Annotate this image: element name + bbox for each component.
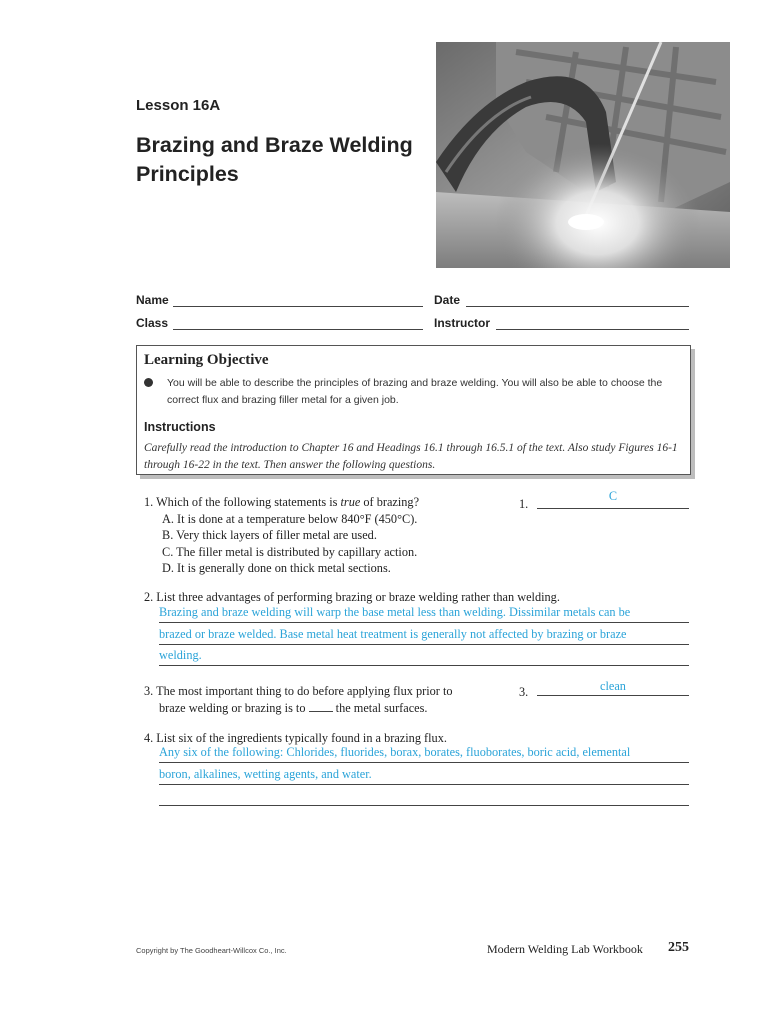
learning-objective-heading: Learning Objective (144, 352, 269, 368)
name-field[interactable] (136, 293, 423, 309)
answer-2-line-3: welding. (159, 648, 202, 662)
date-line (466, 306, 689, 307)
question-3-line-2 (144, 700, 504, 717)
instructions-text: Carefully read the introduction to Chapter 16 and Headings 16.1 through 16.5.1 of the text. Also study Figures 16-1 through 16-22 in the text. Then answer the following questions. (144, 442, 678, 471)
name-label: Name (136, 293, 169, 307)
question-2-text: 2. List three advantages of performing brazing or braze welding rather than welding. (144, 590, 560, 604)
question-3-line-1: 3. The most important thing to do before applying flux prior to (144, 684, 453, 698)
date-label: Date (434, 293, 461, 307)
question-3-line-2b: the metal surfaces. (335, 700, 428, 715)
page-number: 255 (668, 940, 689, 955)
question-3 (144, 683, 504, 716)
answer-2-rule-1[interactable] (159, 622, 689, 623)
class-field[interactable] (136, 316, 423, 332)
answer-2-line-1: Brazing and braze welding will warp the base metal less than welding. Dissimilar metals can be (159, 605, 631, 619)
name-line (173, 306, 423, 307)
answer-3-number: 3. (519, 685, 529, 699)
instructions-heading: Instructions (144, 420, 216, 434)
question-1 (144, 494, 484, 577)
class-line (173, 329, 423, 330)
learning-objective-text: You will be able to describe the principles of brazing and braze welding. You will also be able to choose the correct flux and brazing filler metal for a given job. (167, 377, 663, 406)
instructor-label: Instructor (434, 316, 491, 330)
learning-objective-box (136, 345, 691, 475)
question-4-text: 4. List six of the ingredients typically found in a brazing flux. (144, 731, 447, 745)
question-1-option-d: D. It is generally done on thick metal sections. (162, 561, 391, 575)
question-3-line-2a: braze welding or brazing is to (159, 700, 306, 715)
question-1-option-c: C. The filler metal is distributed by capillary action. (162, 544, 418, 559)
instructor-line (496, 329, 689, 330)
answer-2-line-2: brazed or braze welded. Base metal heat treatment is generally not affected by brazing or braze (159, 627, 627, 641)
welding-photo (436, 42, 730, 268)
question-1-prefix: 1. Which of the following statements is (144, 495, 341, 509)
answer-1-value: C (608, 489, 618, 503)
question-1-option-b: B. Very thick layers of filler metal are used. (162, 528, 377, 542)
book-title: Modern Welding Lab Workbook (487, 942, 643, 956)
answer-4-line-2: boron, alkalines, wetting agents, and water. (159, 767, 372, 781)
welding-photo-icon (436, 42, 730, 268)
question-1-option-a: A. It is done at a temperature below 840°F (450°C). (162, 511, 418, 526)
question-1-emph: true (340, 495, 361, 509)
answer-1-number: 1. (519, 497, 529, 511)
bullet-icon (144, 378, 153, 387)
lesson-label: Lesson 16A (136, 97, 221, 114)
answer-4-rule-1[interactable] (159, 762, 689, 763)
page-title: Brazing and Braze Welding Principles (136, 133, 413, 186)
question-3-blank (309, 711, 333, 712)
answer-3-line[interactable] (537, 695, 689, 696)
date-field[interactable] (434, 293, 689, 309)
question-1-suffix: of brazing? (360, 495, 420, 509)
answer-2-rule-3[interactable] (159, 665, 689, 666)
answer-1-line[interactable] (537, 508, 689, 509)
instructor-field[interactable] (434, 316, 689, 332)
answer-2-rule-2[interactable] (159, 644, 689, 645)
answer-4-rule-3[interactable] (159, 805, 689, 806)
answer-4-rule-2[interactable] (159, 784, 689, 785)
answer-4-line-1: Any six of the following: Chlorides, fluorides, borax, borates, fluoborates, boric acid, elemental (159, 745, 631, 759)
copyright-text: Copyright by The Goodheart-Willcox Co., Inc. (136, 946, 287, 955)
class-label: Class (136, 316, 169, 330)
question-1-stem (144, 494, 484, 511)
answer-3-value: clean (600, 679, 626, 693)
